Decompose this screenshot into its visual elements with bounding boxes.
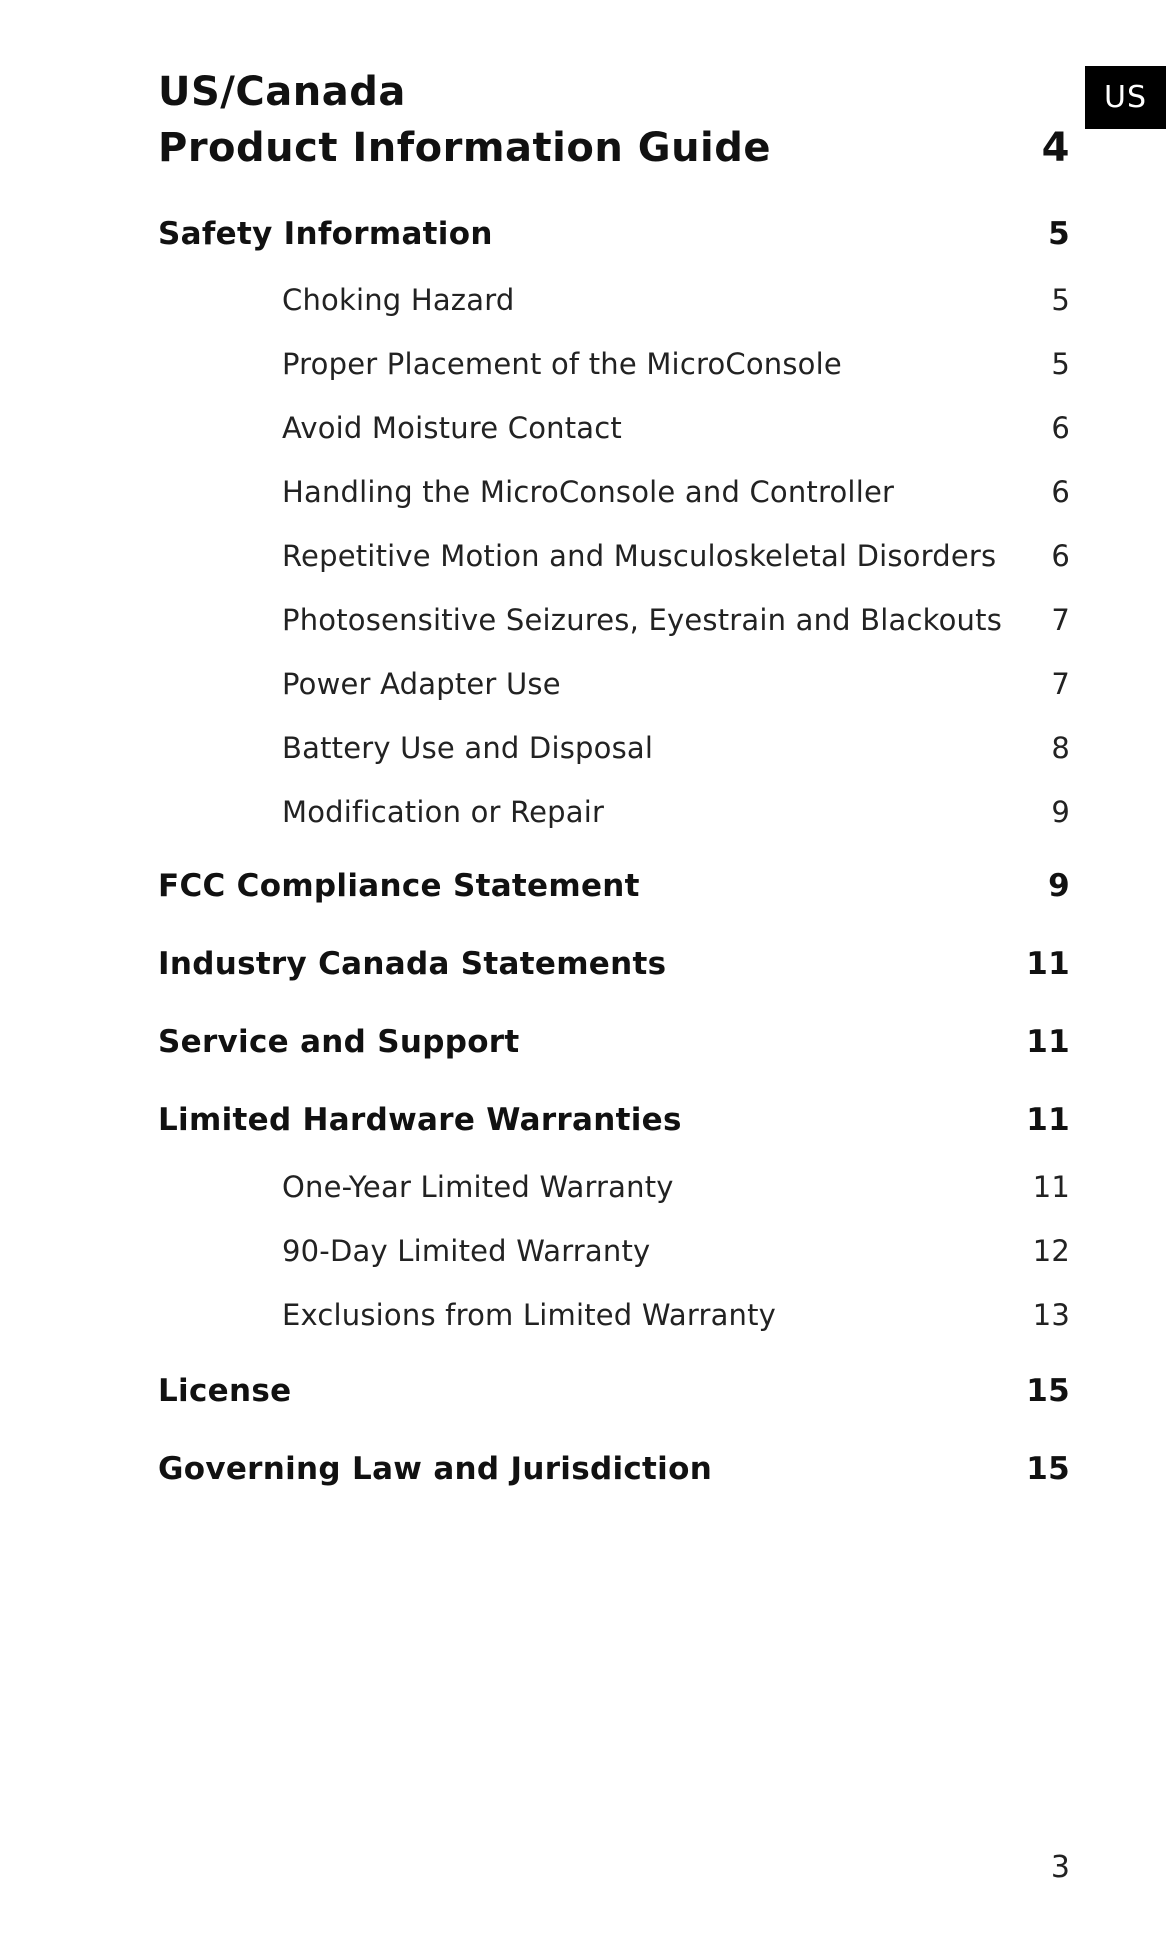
toc-entry-service-support[interactable]	[158, 1024, 1070, 1060]
toc-entry-one-year-warranty[interactable]	[158, 1170, 1070, 1204]
toc-entry-label: FCC Compliance Statement	[158, 868, 640, 904]
toc-entry-label: Proper Placement of the MicroConsole	[282, 347, 842, 381]
toc-entry-label: Modification or Repair	[282, 795, 605, 829]
guide-title-page: 4	[1041, 125, 1070, 171]
toc-entry-license[interactable]	[158, 1373, 1070, 1409]
toc-entry-label: Avoid Moisture Contact	[282, 411, 622, 445]
toc-entry-handling[interactable]	[158, 475, 1070, 509]
toc-entry-page: 6	[1051, 539, 1070, 573]
toc-entry-label: Governing Law and Jurisdiction	[158, 1451, 713, 1487]
toc-entry-page: 7	[1051, 603, 1070, 637]
toc-entry-proper-placement[interactable]	[158, 347, 1070, 381]
toc-entry-limited-hardware-warranties[interactable]	[158, 1102, 1070, 1138]
toc-entry-label: Industry Canada Statements	[158, 946, 667, 982]
toc-entry-label: Power Adapter Use	[282, 667, 561, 701]
toc-entry-page: 9	[1048, 868, 1070, 904]
toc-entry-label: 90-Day Limited Warranty	[282, 1234, 651, 1268]
toc-entry-label: Limited Hardware Warranties	[158, 1102, 682, 1138]
toc-entry-fcc-compliance[interactable]	[158, 868, 1070, 904]
toc-entry-page: 5	[1051, 283, 1070, 317]
guide-title-row[interactable]	[158, 120, 1070, 176]
toc-entry-page: 6	[1051, 411, 1070, 445]
toc-entry-page: 15	[1026, 1373, 1070, 1409]
toc-entry-power-adapter[interactable]	[158, 667, 1070, 701]
toc-entry-governing-law[interactable]	[158, 1451, 1070, 1487]
toc-entry-page: 11	[1026, 1102, 1070, 1138]
toc-entry-label: Photosensitive Seizures, Eyestrain and Blackouts	[282, 603, 1003, 637]
page-number: 3	[1050, 1850, 1070, 1885]
toc-entry-modification[interactable]	[158, 795, 1070, 829]
toc-entry-choking-hazard[interactable]	[158, 283, 1070, 317]
toc-entry-label: Exclusions from Limited Warranty	[282, 1298, 777, 1332]
toc-entry-page: 15	[1026, 1451, 1070, 1487]
toc-entry-repetitive-motion[interactable]	[158, 539, 1070, 573]
toc-entry-label: Repetitive Motion and Musculoskeletal Disorders	[282, 539, 997, 573]
toc-entry-label: Service and Support	[158, 1024, 520, 1060]
toc-entry-page: 11	[1026, 1024, 1070, 1060]
toc-entry-page: 7	[1051, 667, 1070, 701]
toc-entry-page: 11	[1026, 946, 1070, 982]
toc-entry-page: 5	[1051, 347, 1070, 381]
toc-entry-battery[interactable]	[158, 731, 1070, 765]
toc-entry-page: 11	[1032, 1170, 1070, 1204]
toc-entry-exclusions[interactable]	[158, 1298, 1070, 1332]
toc-entry-photosensitive[interactable]	[158, 603, 1070, 637]
toc-entry-safety-information[interactable]	[158, 216, 1070, 252]
toc-entry-page: 9	[1051, 795, 1070, 829]
toc-entry-page: 13	[1032, 1298, 1070, 1332]
toc-entry-label: Battery Use and Disposal	[282, 731, 654, 765]
toc-entry-page: 6	[1051, 475, 1070, 509]
toc-entry-label: Safety Information	[158, 216, 493, 252]
guide-title	[158, 64, 1070, 176]
toc-entry-industry-canada[interactable]	[158, 946, 1070, 982]
toc-entry-label: Choking Hazard	[282, 283, 515, 317]
language-tab-us: US	[1085, 66, 1166, 129]
toc-entry-page: 5	[1048, 216, 1070, 252]
guide-title-line2: Product Information Guide	[158, 125, 772, 171]
toc-entry-page: 12	[1032, 1234, 1070, 1268]
toc-entry-ninety-day-warranty[interactable]	[158, 1234, 1070, 1268]
toc-entry-label: One-Year Limited Warranty	[282, 1170, 674, 1204]
toc-entry-label: Handling the MicroConsole and Controller	[282, 475, 895, 509]
toc-entry-page: 8	[1051, 731, 1070, 765]
toc-entry-avoid-moisture[interactable]	[158, 411, 1070, 445]
guide-title-line1: US/Canada	[158, 69, 406, 115]
toc-entry-label: License	[158, 1373, 292, 1409]
